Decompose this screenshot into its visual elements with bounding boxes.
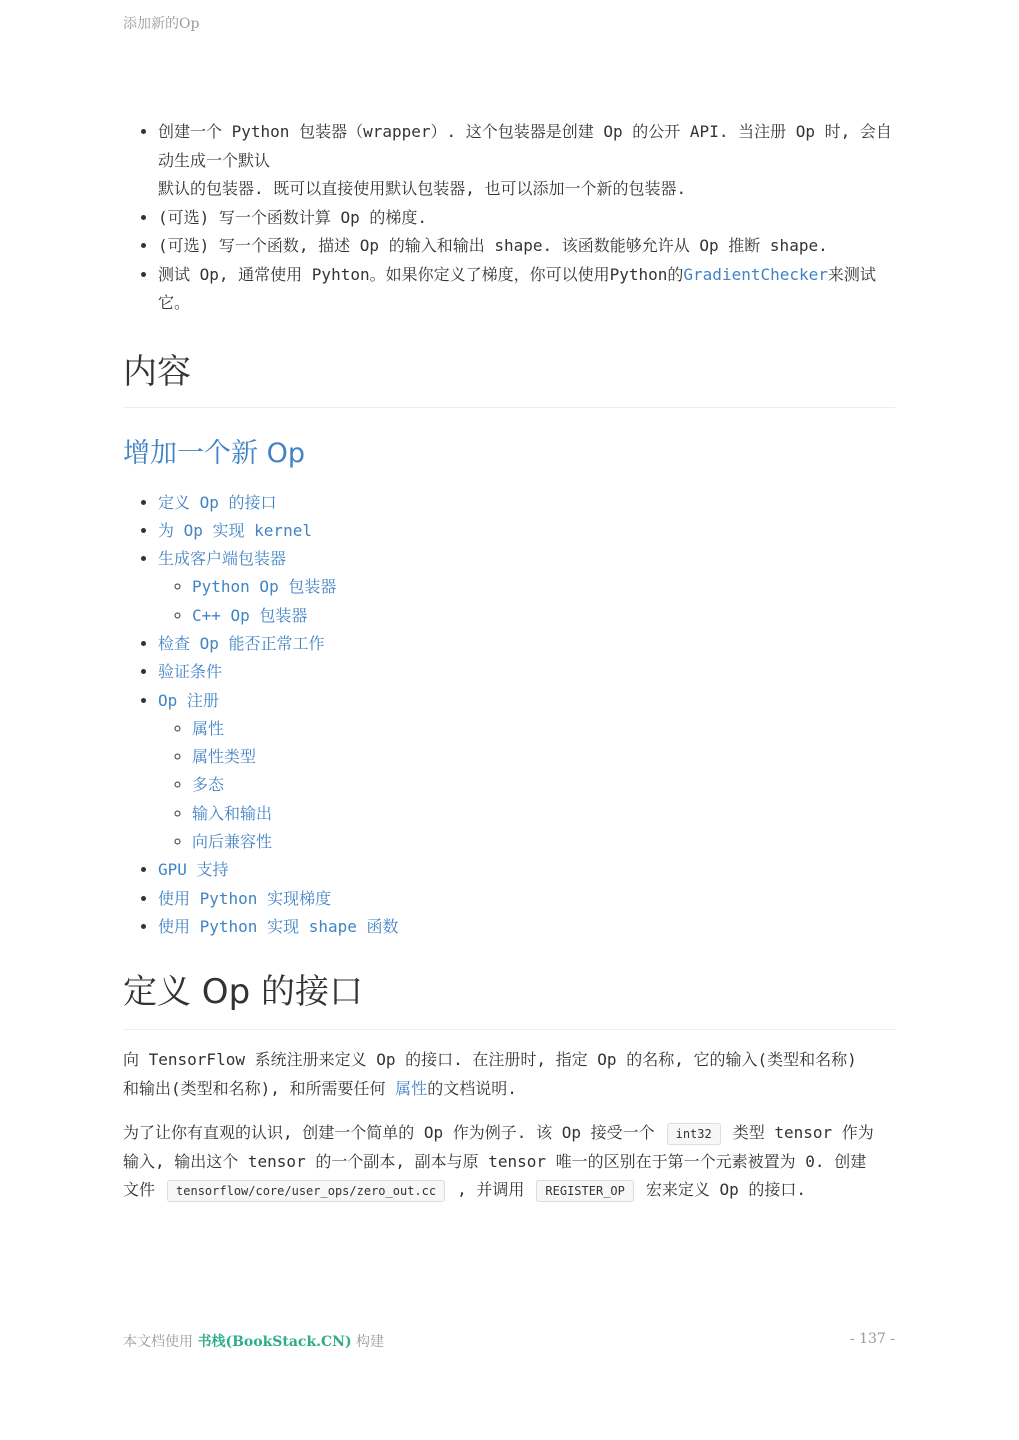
section-heading: 定义 Op 的接口 bbox=[123, 967, 895, 1030]
toc-link-python-shape[interactable]: 使用 Python 实现 shape 函数 bbox=[158, 916, 399, 936]
list-item-text-cont: 默认的包装器. 既可以直接使用默认包装器, 也可以添加一个新的包装器. bbox=[158, 179, 687, 198]
toc-title bbox=[123, 432, 895, 476]
toc-link-attr-types[interactable]: 属性类型 bbox=[192, 747, 257, 767]
toc-item bbox=[158, 517, 895, 545]
list-item-text: (可选) 写一个函数, 描述 Op 的输入和输出 shape. 该函数能够允许从 Op 推断 shape. bbox=[158, 236, 828, 255]
attrs-link[interactable]: 属性 bbox=[395, 1078, 428, 1098]
toc-link-kernel[interactable]: 为 Op 实现 kernel bbox=[158, 520, 312, 540]
paragraph-text: 输入, 输出这个 tensor 的一个副本, 副本与原 tensor 唯一的区别在于第一个元素被置为 0. 创建 bbox=[123, 1152, 867, 1172]
toc-link-attrs[interactable]: 属性 bbox=[192, 718, 225, 738]
toc-link-gpu-support[interactable]: GPU 支持 bbox=[158, 860, 229, 880]
paragraph-define-interface bbox=[123, 1046, 895, 1103]
toc-link-python-gradient[interactable]: 使用 Python 实现梯度 bbox=[158, 888, 332, 908]
toc-subitem bbox=[192, 743, 895, 771]
contents-heading: 内容 bbox=[123, 349, 895, 408]
toc-link-cpp-wrapper[interactable]: C++ Op 包装器 bbox=[192, 605, 308, 625]
paragraph-text: 为了让你有直观的认识, 创建一个简单的 Op 作为例子. 该 Op 接受一个 bbox=[123, 1122, 655, 1142]
paragraph-text: 宏来定义 Op 的接口. bbox=[645, 1180, 807, 1200]
toc-link-polymorphism[interactable]: 多态 bbox=[192, 775, 225, 795]
toc-sublist bbox=[158, 715, 895, 856]
list-item-text: 测试 Op, 通常使用 Pyhton。如果你定义了梯度，你可以使用Python的 bbox=[158, 264, 684, 284]
list-item-text: 创建一个 Python 包装器（wrapper）. 这个包装器是创建 Op 的公开 API. 当注册 Op 时, 会自动生成一个默认 bbox=[158, 122, 892, 170]
paragraph-text: 类型 tensor 作为 bbox=[732, 1122, 874, 1142]
toc-link-define-interface[interactable]: 定义 Op 的接口 bbox=[158, 492, 277, 512]
footer-credit bbox=[123, 1331, 384, 1351]
list-item bbox=[158, 204, 895, 233]
toc-item bbox=[158, 856, 895, 884]
list-item bbox=[158, 232, 895, 261]
list-item-text: 来测试它。 bbox=[158, 264, 876, 312]
toc-item bbox=[158, 630, 895, 658]
paragraph-example bbox=[123, 1119, 895, 1206]
table-of-contents bbox=[123, 489, 895, 942]
paragraph-text: 的文档说明. bbox=[427, 1078, 517, 1098]
toc-subitem bbox=[192, 715, 895, 743]
toc-link-python-wrapper[interactable]: Python Op 包装器 bbox=[192, 577, 337, 597]
toc-subitem bbox=[192, 771, 895, 799]
toc-item bbox=[158, 545, 895, 630]
inline-code-file-path: tensorflow/core/user_ops/zero_out.cc bbox=[167, 1180, 445, 1202]
footer-prefix: 本文档使用 bbox=[123, 1334, 198, 1350]
toc-item bbox=[158, 658, 895, 686]
footer-suffix: 构建 bbox=[351, 1334, 385, 1350]
toc-link-inputs-outputs[interactable]: 输入和输出 bbox=[192, 803, 273, 823]
toc-link-validation[interactable]: 验证条件 bbox=[158, 662, 223, 682]
gradient-checker-link[interactable]: GradientChecker bbox=[683, 264, 828, 284]
paragraph-text: 向 TensorFlow 系统注册来定义 Op 的接口. 在注册时, 指定 Op 的名称, 它的输入(类型和名称) bbox=[123, 1050, 857, 1070]
toc-sublist bbox=[158, 573, 895, 630]
toc-link-check-op[interactable]: 检查 Op 能否正常工作 bbox=[158, 633, 325, 653]
toc-subitem bbox=[192, 573, 895, 601]
toc-subitem bbox=[192, 828, 895, 856]
toc-item bbox=[158, 885, 895, 913]
toc-subitem bbox=[192, 800, 895, 828]
paragraph-text: 和输出(类型和名称), 和所需要任何 bbox=[123, 1078, 396, 1098]
list-item bbox=[158, 261, 895, 318]
inline-code-register-op: REGISTER_OP bbox=[536, 1180, 633, 1202]
document-body bbox=[123, 118, 895, 1206]
toc-link-op-registration[interactable]: Op 注册 bbox=[158, 690, 219, 710]
list-item bbox=[158, 118, 895, 204]
toc-link-client-wrapper[interactable]: 生成客户端包装器 bbox=[158, 549, 287, 569]
footer-brand: 书栈(BookStack.CN) bbox=[197, 1334, 352, 1350]
toc-subitem bbox=[192, 602, 895, 630]
paragraph-text: 文件 bbox=[123, 1180, 156, 1200]
intro-list bbox=[123, 118, 895, 318]
toc-item bbox=[158, 687, 895, 857]
toc-item bbox=[158, 489, 895, 517]
toc-item bbox=[158, 913, 895, 941]
toc-link-backwards-compat[interactable]: 向后兼容性 bbox=[192, 832, 273, 852]
toc-title-link[interactable]: 增加一个新 Op bbox=[123, 437, 305, 469]
running-header: 添加新的Op bbox=[123, 16, 200, 32]
list-item-text: (可选) 写一个函数计算 Op 的梯度. bbox=[158, 207, 428, 227]
page-number: - 137 - bbox=[849, 1331, 895, 1347]
inline-code-int32: int32 bbox=[667, 1123, 721, 1145]
paragraph-text: , 并调用 bbox=[457, 1180, 525, 1200]
